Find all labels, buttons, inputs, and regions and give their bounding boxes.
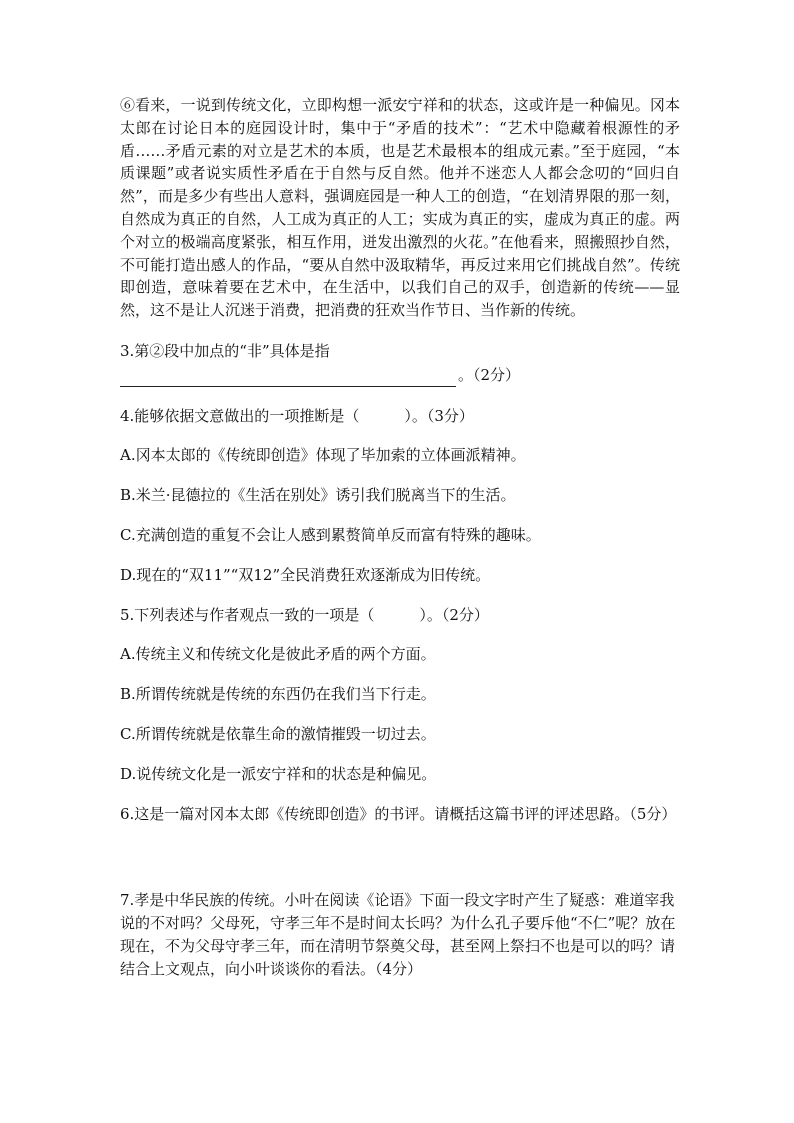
question-6-stem: 6.这是一篇对冈本太郎《传统即创造》的书评。请概括这篇书评的评述思路。（5分）: [120, 804, 677, 823]
question-7-stem: 7.孝是中华民族的传统。小叶在阅读《论语》下面一段文字时产生了疑惑：难道宰我说的不对吗？父母死，守孝三年不是时间太长吗？为什么孔子要斥他“不仁”呢？放在现在，不为父母守孝三年，而在清明节祭奠父母，甚至网上祭扫不也是可以的吗？请结合上文观点，向小叶谈谈你的看法。（4分）: [120, 891, 676, 978]
question-5-option-c: C.所谓传统就是依靠生命的激情摧毁一切过去。: [120, 724, 436, 743]
question-4-option-b: B.米兰·昆德拉的《生活在别处》诱引我们脱离当下的生活。: [120, 486, 516, 505]
question-5: [120, 604, 680, 786]
question-5-option-a: A.传统主义和传统文化是彼此矛盾的两个方面。: [120, 645, 436, 664]
question-4-option-c: C.充满创造的重复不会让人感到累赘简单反而富有特殊的趣味。: [120, 525, 541, 544]
passage-paragraph-6: ⑥看来，一说到传统文化，立即构想一派安宁祥和的状态，这或许是一种偏见。冈本太郎在讨论日本的庭园设计时，集中于“矛盾的技术”：“艺术中隐藏着根源性的矛盾……矛盾元素的对立是艺术的本质，也是艺术最根本的组成元素。”至于庭园，“本质课题”或者说实质性矛盾在于自然与反自然。他并不迷恋人人都会念叨的“回归自然”，而是多少有些出人意料，强调庭园是一种人工的创造，“在划清界限的那一刻，自然成为真正的自然，人工成为真正的人工；实成为真正的实，虚成为真正的虚。两个对立的极端高度紧张，相互作用，迸发出激烈的火花。”在他看来，照搬照抄自然，不可能打造出感人的作品，“要从自然中汲取精华，再反过来用它们挑战自然”。传统即创造，意味着要在艺术中，在生活中，以我们自己的双手，创造新的传统——显然，这不是让人沉迷于消费，把消费的狂欢当作节日、当作新的传统。: [120, 96, 680, 320]
question-4-option-d: D.现在的“双11”“双12”全民消费狂欢逐渐成为旧传统。: [120, 565, 491, 584]
question-3: [120, 340, 680, 387]
exam-page: [120, 92, 680, 981]
question-3-stem: 3.第②段中加点的“非”具体是指: [120, 341, 330, 360]
question-5-stem: 5.下列表述与作者观点一致的一项是（ ）。（2分）: [120, 605, 489, 624]
question-3-answer-blank[interactable]: [120, 368, 456, 387]
question-5-option-d: D.说传统文化是一派安宁祥和的状态是种偏见。: [120, 764, 437, 783]
question-6: [120, 803, 680, 826]
question-7: [120, 889, 680, 980]
question-4: [120, 405, 680, 587]
question-4-stem: 4.能够依据文意做出的一项推断是（ ）。（3分）: [120, 406, 474, 425]
question-4-option-a: A.冈本太郎的《传统即创造》体现了毕加索的立体画派精神。: [120, 446, 526, 465]
question-5-option-b: B.所谓传统就是传统的东西仍在我们当下行走。: [120, 685, 436, 704]
question-3-score: 。（2分）: [458, 365, 521, 384]
